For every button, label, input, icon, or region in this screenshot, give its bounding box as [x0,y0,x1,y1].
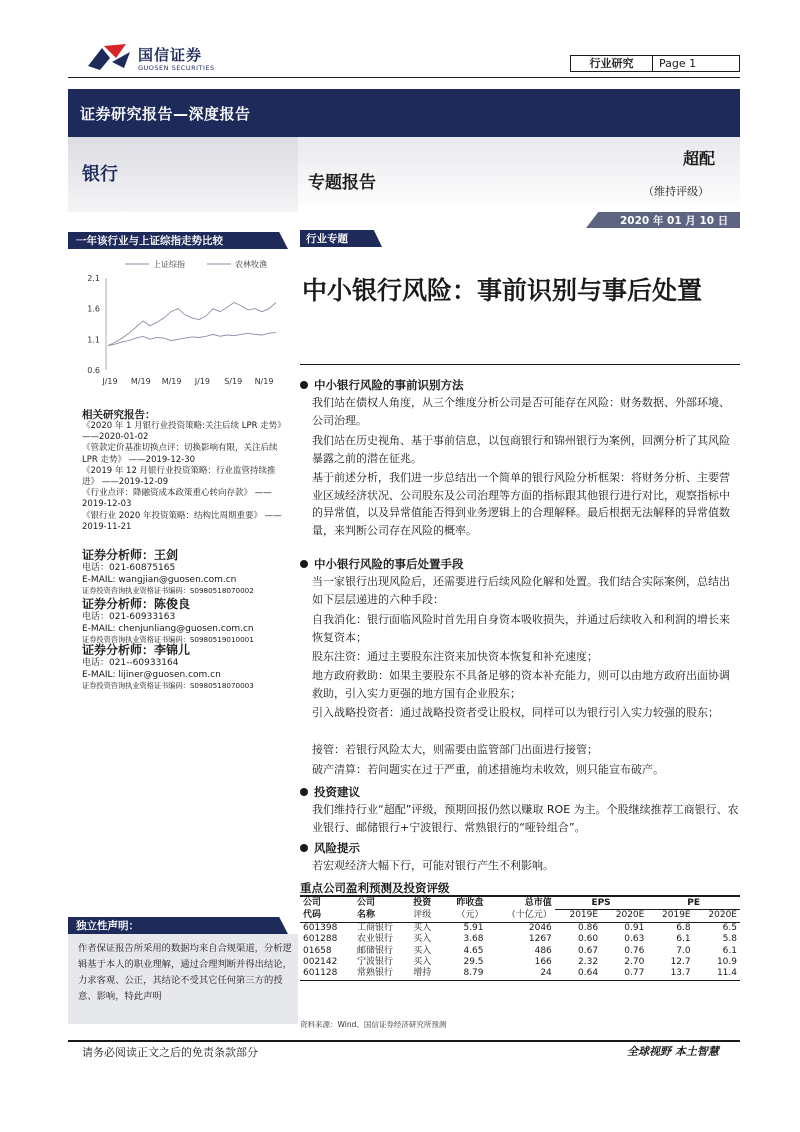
related-report-item[interactable]: 《行业点评：降融资成本政策重心转向存款》 ——2019-12-03 [82,488,272,510]
table-cell: 增持 [413,968,432,979]
table-cell: 7.0 [676,945,691,956]
table-top-rule [300,895,740,897]
table-cell: 601288 [303,934,338,945]
topic-tab-label: 行业专题 [306,233,348,245]
table-cell: 10.9 [716,957,737,968]
report-date: 2020 年 01 月 10 日 [620,215,729,227]
table-header: PE [647,898,740,910]
table-cell: 0.91 [624,922,645,933]
table-header: 投资 [413,898,432,909]
report-category: 证券研究报告—深度报告 [80,105,251,123]
paragraph: 地方政府救助：如果主要股东不具备足够的资本补充能力，则可以由地方政府出面协调救助，引入实力更强的地方国有企业股东； [312,669,730,700]
table-cell: 2.32 [578,957,599,968]
table-cell: 2046 [528,922,552,933]
bullet-icon [300,788,308,796]
table-cell: 0.76 [624,945,645,956]
table-cell: 0.63 [624,934,645,945]
forecast-table [300,898,740,981]
chart-y-axis [87,274,106,375]
table-cell: 6.1 [722,945,737,956]
related-report-item[interactable]: 《2019 年 12 月银行业投资策略：行业监管持续推进》 ——2019-12-09 [82,465,276,488]
series-line [108,333,276,346]
table-header: EPS [555,898,648,910]
table-title: 重点公司盈利预测及投资评级 [300,881,450,895]
paragraph: 基于前述分析，我们进一步总结出一个简单的银行风险分析框架：将财务分析、主要营业区域经济状况、公司股东及公司治理等方面的指标跟其他银行进行对比，观察指标中的异常值，以及异常值能否得到业务逻辑上的合理解释。最后根据无法解释的异常值数量，来判断公司存在风险的概率。 [312,471,730,537]
bullet-icon [300,381,308,389]
table-header: 总市值 [524,898,552,909]
analyst-block [82,643,292,691]
section-heading: 中小银行风险的事后处置手段 [300,556,464,572]
table-cell: 24 [540,968,552,979]
independence-statement: 作者保证报告所采用的数据均来自合规渠道，分析逻辑基于本人的职业理解，通过合理判断并得出结论，力求客观、公正，其结论不受其它任何第三方的授意、影响，特此声明 [78,943,292,1002]
analyst-email[interactable]: E-MAIL: chenjunliang@guosen.com.cn [82,623,254,634]
table-cell: 8.79 [463,968,484,979]
legend-label: 上证综指 [153,260,185,269]
table-cell: 工商银行 [357,922,394,933]
footer-slogan: 全球视野 本土智慧 [627,1045,719,1058]
title-rule [300,364,740,365]
paragraph: 若宏观经济大幅下行，可能对银行产生不利影响。 [312,859,554,872]
analyst-block [82,597,292,645]
table-cell: 1267 [528,934,552,945]
bullet-icon [300,844,308,852]
analyst-email[interactable]: E-MAIL: lijiner@guosen.com.cn [82,669,221,680]
analyst-phone: 电话：021-60933163 [82,612,176,622]
table-cell: 买入 [413,922,432,933]
disclaimer-note: 请务必阅读正文之后的免责条款部分 [82,1046,258,1059]
table-header-row [300,898,740,910]
related-report-item[interactable]: 《管款定价基准切换点评：切换影响有限，关注后续 LPR 走势》 ——2019-12-30 [82,443,278,465]
table-cell: 601398 [303,922,338,933]
table-row [300,934,740,945]
report-title: 中小银行风险：事前识别与事后处置 [302,276,703,305]
y-tick-label: 1.6 [87,304,100,314]
related-reports-title: 相关研究报告： [82,409,156,421]
table-header: （十亿元） [506,910,552,921]
table-cell: 6.1 [676,934,691,945]
x-tick-label: S/19 [224,377,243,386]
bullet-icon [300,560,308,568]
chart-legend [125,259,267,269]
y-tick-label: 0.6 [87,366,100,375]
table-row [300,946,740,957]
analyst-name: 证券分析师：陈俊良 [82,597,191,611]
paragraph: 接管：若银行风险太大，则需要由监管部门出面进行接管； [312,743,598,756]
table-cell: 0.60 [578,934,599,945]
analyst-phone: 电话：021-60875165 [82,563,176,573]
table-row [300,968,740,980]
independence-title: 独立性声明： [76,920,139,932]
table-cell: 5.91 [463,922,484,933]
industry-name: 银行 [82,164,118,185]
table-cell: 买入 [413,945,432,956]
paragraph: 我们站在历史视角、基于事前信息，以包商银行和锦州银行为案例，回溯分析了其风险暴露之前的潜在征兆。 [312,434,730,465]
table-cell: 166 [534,957,552,968]
y-tick-label: 1.1 [87,335,100,345]
table-cell: 邮储银行 [357,945,394,956]
table-row [300,957,740,968]
y-tick-label: 2.1 [87,274,100,283]
x-tick-label: J/19 [194,377,211,386]
trend-chart [80,256,290,392]
table-source: 资料来源：Wind、国信证券经济研究所预测 [300,1020,447,1029]
table-cell: 宁波银行 [357,957,394,968]
table-cell: 4.65 [463,945,484,956]
x-tick-label: M/19 [161,377,182,386]
table-cell: 农业银行 [357,934,394,945]
paragraph: 引入战略投资者：通过战略投资者受让股权，同样可以为银行引入实力较强的股东； [312,706,719,719]
table-cell: 29.5 [463,957,484,968]
chart-x-axis [101,377,273,386]
paragraph: 我们维持行业“超配”评级，预期回报仍然以赚取 ROE 为主。个股继续推荐工商银行、农业银行、邮储银行+宁波银行、常熟银行的“哑铃组合”。 [312,803,739,834]
table-cell: 12.7 [670,957,691,968]
logo-text-cn: 国信证券 [138,46,203,64]
section-heading: 投资建议 [300,784,360,800]
related-reports-list [82,421,292,533]
table-cell: 6.8 [676,922,691,933]
page-label: Page 1 [659,57,697,70]
table-header: 代码 [303,910,322,921]
table-cell: 3.68 [463,934,484,945]
related-report-item[interactable]: 《银行业 2020 年投资策略：结构比周期重要》 ——2019-11-21 [82,510,282,532]
guosen-logo-icon [86,42,132,72]
table-cell: 5.8 [722,934,737,945]
table-header: 公司 [303,898,322,909]
table-cell: 买入 [413,934,432,945]
analyst-cert: 证券投资咨询执业资格证书编码：S0980518070002 [82,586,254,595]
table-cell: 11.4 [716,968,737,979]
table-cell: 486 [534,945,552,956]
chart-tab-label: 一年该行业与上证综指走势比较 [76,235,223,247]
related-report-item[interactable]: 《2020 年 1 月银行业投资策略:关注后续 LPR 走势》 ——2020-01-02 [82,421,286,443]
table-header: 名称 [357,910,376,921]
report-type: 专题报告 [308,173,376,193]
table-cell: 0.64 [578,968,599,979]
table-cell: 2.70 [624,957,645,968]
logo-text-en: GUOSEN SECURITIES [138,64,215,72]
table-cell: 01658 [303,945,332,956]
x-tick-label: M/19 [130,377,151,386]
table-header: 评级 [413,910,432,921]
analyst-email[interactable]: E-MAIL: wangjian@guosen.com.cn [82,574,237,585]
table-cell: 6.5 [722,922,737,933]
analyst-phone: 电话：021--60933164 [82,658,179,668]
table-header: 公司 [357,898,376,909]
analyst-name: 证券分析师：李锦儿 [82,643,191,657]
paragraph: 股东注资：通过主要股东注资来加快资本恢复和补充速度； [312,650,598,663]
x-tick-label: N/19 [254,377,274,386]
table-cell: 0.77 [624,968,645,979]
chart-series [108,303,276,346]
section-label: 行业研究 [571,56,653,71]
paragraph: 当一家银行出现风险后，还需要进行后续风险化解和处置。我们结合实际案例，总结出如下层层递进的六种手段： [312,575,730,606]
table-header: 昨收盘 [456,898,484,909]
analyst-name: 证券分析师：王剑 [82,548,179,562]
paragraph: 破产清算：若问题实在过于严重，前述措施均未收效，则只能宣布破产。 [312,763,664,776]
footer-rule [68,1040,740,1042]
paragraph: 自我消化：银行面临风险时首先用自身资本吸收损失，并通过后续收入和利润的增长来恢复资本； [312,613,730,644]
table-row [300,922,740,934]
paragraph: 我们站在债权人角度，从三个维度分析公司是否可能存在风险：财务数据、外部环境、公司治理。 [312,396,730,427]
table-cell: 13.7 [670,968,691,979]
rating: 超配 [683,149,716,168]
header-rule [68,77,740,78]
analyst-cert: 证券投资咨询执业资格证书编码：S0980519010001 [82,635,254,644]
x-tick-label: J/19 [102,377,118,386]
table-header: 2020E [615,910,645,921]
rating-note: （维持评级） [643,185,709,198]
table-cell: 601128 [303,968,338,979]
table-header: 2019E [662,910,691,921]
table-cell: 买入 [413,957,432,968]
table-header-row [300,910,740,922]
page-indicator [570,55,740,72]
table-header: 2019E [569,910,599,921]
table-cell: 常熟银行 [357,968,394,979]
section-heading: 中小银行风险的事前识别方法 [300,377,464,393]
analyst-block [82,548,292,596]
section-heading: 风险提示 [300,840,360,856]
analyst-cert: 证券投资咨询执业资格证书编码：S0980518070003 [82,681,254,690]
table-cell: 0.67 [578,945,599,956]
table-cell: 0.86 [578,922,599,933]
table-header: 2020E [708,910,737,921]
table-header: （元） [456,910,484,921]
legend-label: 农林牧渔 [235,260,267,269]
table-cell: 002142 [303,957,338,968]
